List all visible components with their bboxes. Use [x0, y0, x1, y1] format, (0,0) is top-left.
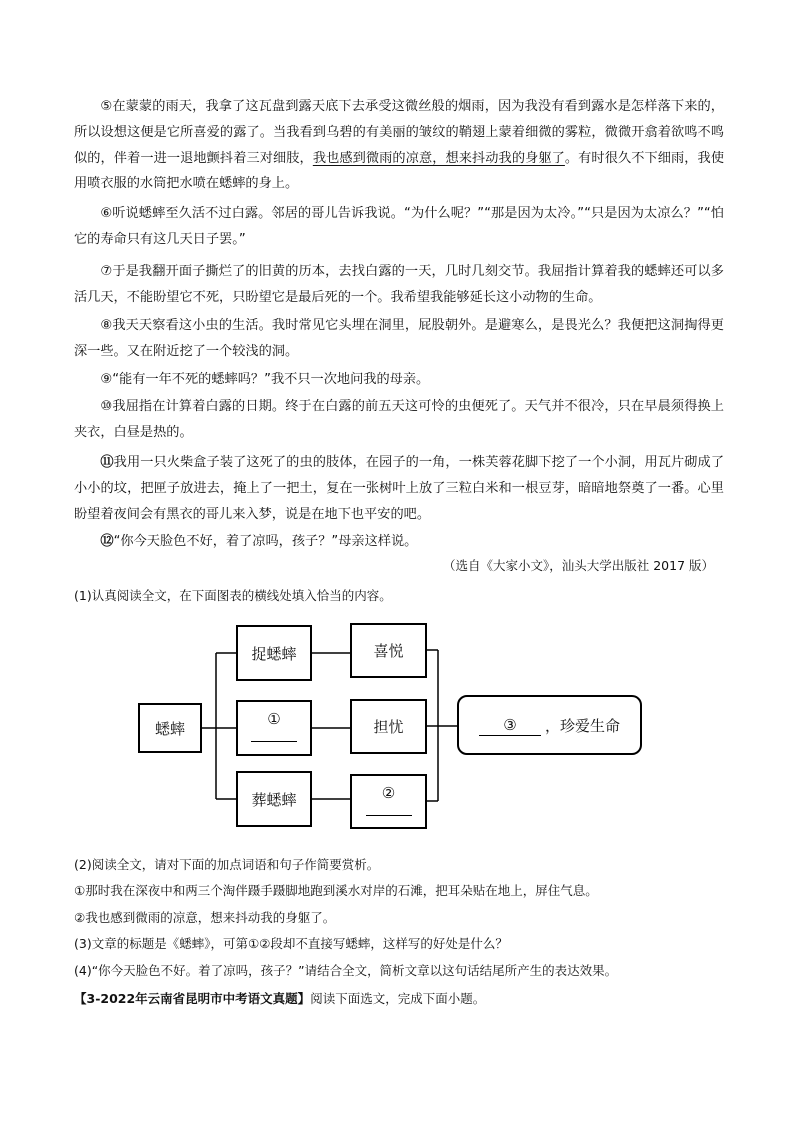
- question-4: (4)“你今天脸色不好。着了凉吗，孩子？”请结合全文，简析文章以这句话结尾所产生的表达效果。: [74, 963, 618, 978]
- paragraph-11-text: 我用一只火柴盒子装了这死了的虫的肢体，在园子的一角，一株芙蓉花脚下挖了一个小洞，用瓦片砌成了小小的坟，把匣子放进去，掩上了一把土，复在一张树叶上放了三粒白米和一根豆芽，暗暗地祭奠了一番。心里盼望着夜间会有黑衣的哥儿来入梦，说是在地下也平安的吧。: [74, 455, 725, 522]
- underlined-sentence: 我也感到微雨的凉意，想来抖动我的身躯了: [312, 150, 565, 166]
- diagram-action-bury-box: [236, 771, 312, 827]
- conclusion-text: ，珍爱生命: [544, 716, 620, 735]
- diagram-blank-2: [366, 784, 412, 820]
- diagram-feeling-blank-box: [350, 774, 427, 829]
- next-section-label: 【3-2022年云南省昆明市中考语文真题】: [74, 991, 311, 1006]
- diagram-action-catch-label: 捉蟋蟀: [251, 644, 297, 663]
- paragraph-10: ⑩我屈指在计算着白露的日期。终于在白露的前五天这可怜的虫便死了。天气并不很冷，只在早晨须得换上夹衣，白昼是热的。: [74, 399, 724, 440]
- diagram-feeling-joy-label: 喜悦: [373, 642, 404, 660]
- diagram-root-box: [138, 703, 202, 753]
- diagram-action-bury-label: 葬蟋蟀: [251, 790, 297, 809]
- blank-2-number: ②: [381, 783, 396, 802]
- diagram-feeling-joy-box: [350, 623, 427, 678]
- blank-1-line: [251, 733, 297, 742]
- question-2-item-1: ①那时我在深夜中和两三个淘伴蹑手蹑脚地跑到溪水对岸的石滩，把耳朵贴在地上，屏住气息。: [74, 883, 598, 898]
- diagram-feeling-worry-label: 担忧: [373, 718, 404, 736]
- paragraph-5-text: ⑤在蒙蒙的雨天，我拿了这瓦盘到露天底下去承受这微丝般的烟雨，因为我没有看到露水是怎样落下来的，所以设想这便是它所喜爱的露了。当我看到乌碧的有美丽的皱纹的鞘翅上蒙着细微的雾粒，微微开翕着欲鸣不鸣似的，伴着一进一退地颤抖着三对细肢，: [74, 99, 724, 166]
- paragraph-8: ⑧我天天察看这小虫的生活。我时常见它头埋在洞里，屁股朝外。是避寒么，是畏光么？我便把这洞掏得更深一些。又在附近挖了一个较浅的洞。: [74, 318, 724, 359]
- diagram-conclusion: [479, 715, 620, 736]
- paragraph-5: [74, 94, 724, 197]
- paragraph-11-number: ⑪: [100, 455, 114, 470]
- diagram-conclusion-box: [457, 695, 642, 755]
- diagram-blank-1: [251, 710, 297, 746]
- paragraph-9: ⑨“能有一年不死的蟋蟀吗？”我不只一次地问我的母亲。: [100, 372, 430, 387]
- paragraph-6: ⑥听说蟋蟀至久活不过白露。邻居的哥儿告诉我说。“为什么呢？”“那是因为太冷。”“只是因为太凉么？”“怕它的寿命只有这几天日子罢。”: [74, 206, 724, 247]
- paragraph-12-number: ⑫: [100, 534, 114, 549]
- diagram-action-catch-box: [236, 625, 312, 681]
- paragraph-11: [74, 450, 724, 527]
- blank-3: ③: [479, 715, 541, 736]
- next-section-heading: [74, 989, 485, 1007]
- diagram-feeling-worry-box: [350, 699, 427, 754]
- blank-2-line: [366, 807, 412, 816]
- question-2: (2)阅读全文，请对下面的加点词语和句子作简要赏析。: [74, 857, 380, 872]
- paragraph-12-text: “你今天脸色不好，着了凉吗，孩子？”母亲这样说。: [113, 534, 418, 549]
- blank-1-number: ①: [267, 710, 281, 728]
- paragraph-5-tail: 。有时很久不下细雨，我使用喷衣服的水筒把水喷在蟋蟀的身上。: [74, 150, 725, 192]
- diagram-root-label: 蟋蟀: [154, 719, 185, 738]
- paragraph-12: [74, 529, 724, 555]
- paragraph-7: ⑦于是我翻开面子撕烂了的旧黄的历本，去找白露的一天，几时几刻交节。我屈指计算着我的蟋蟀还可以多活几天，不能盼望它不死，只盼望它是最后死的一个。我希望我能够延长这小动物的生命。: [74, 264, 724, 305]
- next-section-text: 阅读下面选文，完成下面小题。: [310, 991, 486, 1006]
- question-1: (1)认真阅读全文，在下面图表的横线处填入恰当的内容。: [74, 588, 392, 603]
- question-2-item-2: ②我也感到微雨的凉意，想来抖动我的身躯了。: [74, 910, 336, 925]
- source-citation: （选自《大家小文》，汕头大学出版社 2017 版）: [442, 558, 714, 573]
- question-3: (3)文章的标题是《蟋蟀》，可第①②段却不直接写蟋蟀，这样写的好处是什么？: [74, 936, 508, 951]
- diagram-action-blank-box: [236, 700, 312, 756]
